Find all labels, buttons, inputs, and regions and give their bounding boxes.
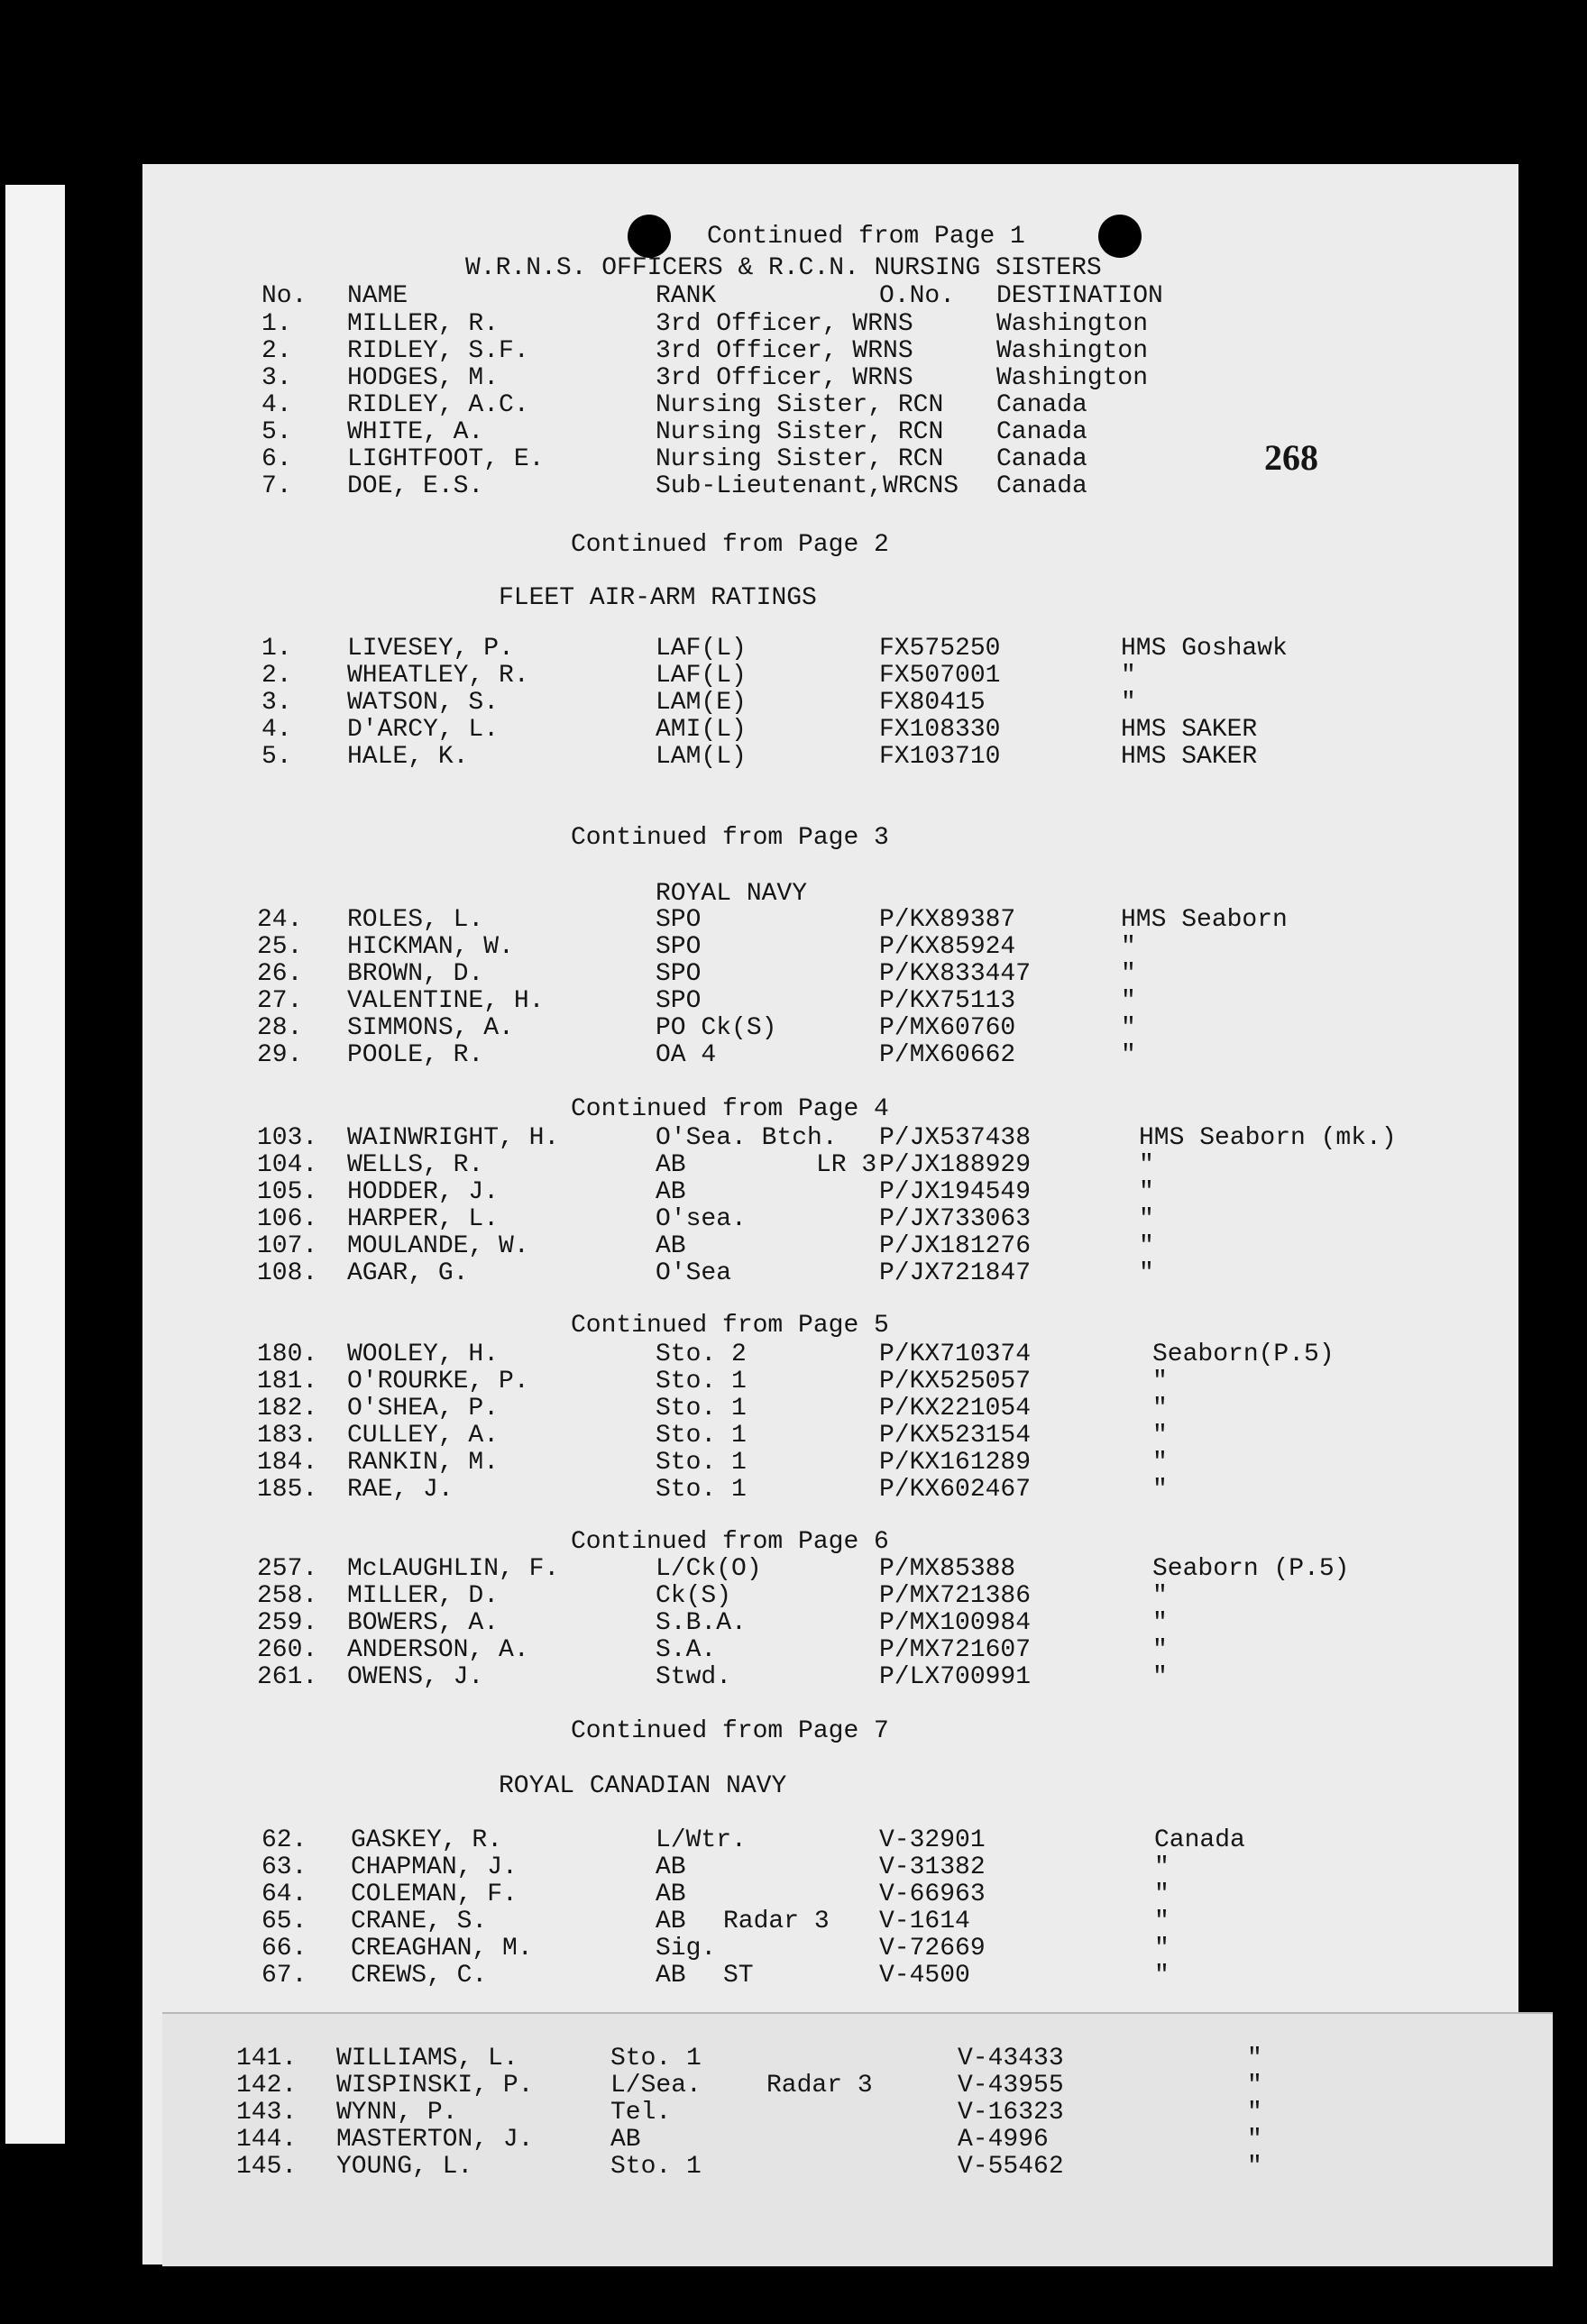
cell-off: P/MX60760 — [879, 1014, 1016, 1042]
cell-no: 258. — [257, 1582, 318, 1610]
cell-name: GASKEY, R. — [351, 1826, 503, 1854]
cell-no: 66. — [261, 1935, 307, 1963]
cell-rate: AB — [656, 1853, 686, 1881]
cell-no: 181. — [257, 1368, 318, 1395]
cell-name: RAE, J. — [347, 1476, 454, 1504]
cell-no: 2. — [261, 662, 292, 690]
cell-off: P/JX721847 — [879, 1259, 1032, 1287]
cell-dest: " — [1152, 1395, 1168, 1423]
table-row — [0, 1041, 1587, 1070]
cell-name: LIVESEY, P. — [347, 635, 514, 663]
cell-name: BOWERS, A. — [347, 1609, 500, 1637]
cell-dest: " — [1121, 960, 1136, 988]
cell-dest: " — [1121, 1041, 1136, 1069]
cell-rate: OA 4 — [656, 1041, 717, 1069]
cell-rate: L/Ck(O) — [656, 1555, 762, 1583]
cell-dest: " — [1121, 689, 1136, 717]
cell-dest: HMS Seaborn (mk.) — [1139, 1124, 1397, 1152]
cell-rate: Stwd. — [656, 1663, 732, 1691]
cell-name: CREAGHAN, M. — [351, 1935, 533, 1963]
cell-name: MASTERTON, J. — [336, 2126, 534, 2154]
cell-no: 103. — [257, 1124, 318, 1152]
cell-off: P/JX537438 — [879, 1124, 1032, 1152]
cell-rate: AB — [656, 1962, 686, 1990]
cell-dest: " — [1247, 2045, 1262, 2072]
cell-dest: " — [1152, 1663, 1168, 1691]
cell-name: OWENS, J. — [347, 1663, 484, 1691]
cell-dest: Canada — [996, 472, 1087, 500]
section-title: FLEET AIR-ARM RATINGS — [499, 584, 817, 612]
cell-name: D'ARCY, L. — [347, 716, 500, 744]
table-row — [0, 337, 1587, 366]
cell-off: P/MX721386 — [879, 1582, 1032, 1610]
cell-extra: ST — [723, 1962, 754, 1990]
cell-off: P/KX833447 — [879, 960, 1032, 988]
cell-rate: O'Sea. Btch. — [656, 1124, 838, 1152]
cell-no: 261. — [257, 1663, 318, 1691]
cell-rate: Tel. — [610, 2099, 672, 2127]
cell-off: P/KX75113 — [879, 987, 1016, 1015]
table-row — [0, 906, 1587, 935]
cell-rank: Nursing Sister, RCN — [656, 445, 944, 473]
cell-no: 4. — [261, 391, 292, 419]
cell-dest: " — [1154, 1853, 1170, 1881]
cell-dest: " — [1154, 1935, 1170, 1963]
cell-name: CRANE, S. — [351, 1908, 488, 1935]
cell-name: O'SHEA, P. — [347, 1395, 500, 1423]
cell-off: V-4500 — [879, 1962, 970, 1990]
table-row — [0, 987, 1587, 1016]
cell-no: 257. — [257, 1555, 318, 1583]
cell-dest: " — [1121, 1014, 1136, 1042]
cell-rank: 3rd Officer, WRNS — [656, 310, 913, 338]
cell-off: P/KX525057 — [879, 1368, 1032, 1395]
cell-off: FX507001 — [879, 662, 1001, 690]
cell-dest: " — [1247, 2126, 1262, 2154]
cell-no: 1. — [261, 310, 292, 338]
cell-name: WISPINSKI, P. — [336, 2072, 534, 2100]
table-row — [0, 1935, 1587, 1963]
cell-rate: L/Wtr. — [656, 1826, 747, 1854]
cell-name: MILLER, R. — [347, 310, 500, 338]
cell-name: O'ROURKE, P. — [347, 1368, 529, 1395]
cell-no: 67. — [261, 1962, 307, 1990]
cell-rate: Sto. 1 — [656, 1422, 747, 1450]
cell-no: 2. — [261, 337, 292, 365]
cell-name: WHITE, A. — [347, 418, 484, 446]
cell-off: V-16323 — [958, 2099, 1064, 2127]
table-row — [0, 1609, 1587, 1638]
table-row — [0, 1124, 1587, 1153]
table-row — [0, 2126, 1587, 2155]
cell-off: P/KX523154 — [879, 1422, 1032, 1450]
cell-dest: Washington — [996, 364, 1149, 392]
table-row — [0, 1962, 1587, 1990]
cell-rate: Sto. 1 — [656, 1395, 747, 1423]
cell-off: V-55462 — [958, 2153, 1064, 2181]
cell-off: P/JX188929 — [879, 1151, 1032, 1179]
table-row — [0, 1826, 1587, 1855]
cell-no: 260. — [257, 1636, 318, 1664]
cell-dest: " — [1247, 2099, 1262, 2127]
cell-rate: AB — [656, 1151, 686, 1179]
cell-dest: " — [1152, 1476, 1168, 1504]
cell-no: 182. — [257, 1395, 318, 1423]
cell-rate: SPO — [656, 933, 702, 961]
cell-name: ANDERSON, A. — [347, 1636, 529, 1664]
cell-dest: " — [1247, 2153, 1262, 2181]
cell-no: 259. — [257, 1609, 318, 1637]
section-continued: Continued from Page 4 — [571, 1095, 889, 1123]
section-title: ROYAL CANADIAN NAVY — [499, 1772, 787, 1800]
cell-off: P/MX100984 — [879, 1609, 1032, 1637]
cell-rate: S.B.A. — [656, 1609, 747, 1637]
cell-no: 5. — [261, 743, 292, 771]
cell-dest: HMS Seaborn — [1121, 906, 1288, 934]
cell-rate: Sto. 2 — [656, 1340, 747, 1368]
cell-dest: Seaborn(P.5) — [1152, 1340, 1335, 1368]
table-header — [0, 282, 1587, 311]
cell-name: WILLIAMS, L. — [336, 2045, 518, 2072]
cell-rank: Nursing Sister, RCN — [656, 391, 944, 419]
cell-no: 1. — [261, 635, 292, 663]
section-continued: Continued from Page 3 — [571, 824, 889, 852]
cell-name: COLEMAN, F. — [351, 1880, 518, 1908]
cell-no: 106. — [257, 1205, 318, 1233]
cell-off: V-66963 — [879, 1880, 986, 1908]
table-row — [0, 1232, 1587, 1261]
cell-extra: LR 3 — [816, 1151, 877, 1179]
table-row — [0, 310, 1587, 339]
cell-dest: Seaborn (P.5) — [1152, 1555, 1350, 1583]
cell-off: P/JX733063 — [879, 1205, 1032, 1233]
cell-dest: " — [1139, 1151, 1154, 1179]
cell-dest: HMS SAKER — [1121, 743, 1258, 771]
cell-name: HICKMAN, W. — [347, 933, 514, 961]
cell-rate: LAM(E) — [656, 689, 747, 717]
cell-no: 7. — [261, 472, 292, 500]
cell-off: P/KX221054 — [879, 1395, 1032, 1423]
cell-dest: " — [1121, 933, 1136, 961]
cell-off: P/KX602467 — [879, 1476, 1032, 1504]
cell-no: 28. — [257, 1014, 303, 1042]
cell-off: P/MX85388 — [879, 1555, 1016, 1583]
page-number: 268 — [1264, 437, 1318, 478]
section-continued: Continued from Page 5 — [571, 1312, 889, 1340]
cell-name: RIDLEY, A.C. — [347, 391, 529, 419]
table-row — [0, 716, 1587, 745]
cell-no: 4. — [261, 716, 292, 744]
cell-rate: Sto. 1 — [610, 2045, 702, 2072]
cell-no: 143. — [236, 2099, 298, 2127]
cell-no: 108. — [257, 1259, 318, 1287]
cell-no: 183. — [257, 1422, 318, 1450]
cell-name: LIGHTFOOT, E. — [347, 445, 545, 473]
cell-no: 142. — [236, 2072, 298, 2100]
table-row — [0, 1014, 1587, 1043]
cell-no: 185. — [257, 1476, 318, 1504]
table-row — [0, 689, 1587, 718]
cell-off: P/KX710374 — [879, 1340, 1032, 1368]
cell-dest: " — [1247, 2072, 1262, 2100]
cell-no: 3. — [261, 364, 292, 392]
punch-hole-left — [628, 215, 671, 258]
cell-name: WATSON, S. — [347, 689, 500, 717]
section-continued: Continued from Page 7 — [571, 1717, 889, 1745]
cell-rate: SPO — [656, 960, 702, 988]
cell-no: 104. — [257, 1151, 318, 1179]
cell-dest: " — [1152, 1368, 1168, 1395]
cell-dest: " — [1139, 1232, 1154, 1260]
table-row — [0, 1395, 1587, 1423]
cell-extra: Radar 3 — [766, 2072, 873, 2100]
cell-no: 29. — [257, 1041, 303, 1069]
cell-name: RIDLEY, S.F. — [347, 337, 529, 365]
cell-dest: Canada — [996, 418, 1087, 446]
cell-rate: AB — [610, 2126, 641, 2154]
cell-no: 5. — [261, 418, 292, 446]
cell-no: 65. — [261, 1908, 307, 1935]
cell-dest: " — [1139, 1259, 1154, 1287]
header-ono: O.No. — [879, 282, 956, 310]
cell-name: McLAUGHLIN, F. — [347, 1555, 560, 1583]
table-row — [0, 364, 1587, 393]
cell-rate: PO Ck(S) — [656, 1014, 777, 1042]
table-row — [0, 1340, 1587, 1369]
cell-dest: " — [1152, 1582, 1168, 1610]
table-row — [0, 1205, 1587, 1234]
cell-dest: Washington — [996, 337, 1149, 365]
cell-rate: Sto. 1 — [656, 1449, 747, 1477]
cell-rate: AB — [656, 1908, 686, 1935]
cell-dest: " — [1139, 1205, 1154, 1233]
cell-dest: " — [1139, 1178, 1154, 1206]
cell-name: CREWS, C. — [351, 1962, 488, 1990]
cell-rank: Nursing Sister, RCN — [656, 418, 944, 446]
cell-no: 105. — [257, 1178, 318, 1206]
cell-off: P/MX721607 — [879, 1636, 1032, 1664]
cell-off: V-31382 — [879, 1853, 986, 1881]
cell-off: V-43955 — [958, 2072, 1064, 2100]
table-row — [0, 2072, 1587, 2100]
cell-dest: " — [1152, 1636, 1168, 1664]
cell-name: AGAR, G. — [347, 1259, 469, 1287]
cell-dest: HMS Goshawk — [1121, 635, 1288, 663]
header-destination: DESTINATION — [996, 282, 1163, 310]
table-row — [0, 1853, 1587, 1882]
cell-name: DOE, E.S. — [347, 472, 484, 500]
cell-dest: " — [1152, 1609, 1168, 1637]
cell-off: P/JX194549 — [879, 1178, 1032, 1206]
cell-no: 145. — [236, 2153, 298, 2181]
cell-dest: " — [1121, 662, 1136, 690]
cell-no: 144. — [236, 2126, 298, 2154]
cell-rank: 3rd Officer, WRNS — [656, 337, 913, 365]
table-row — [0, 2153, 1587, 2182]
cell-dest: " — [1154, 1962, 1170, 1990]
cell-extra: Radar 3 — [723, 1908, 830, 1935]
cell-dest: " — [1154, 1908, 1170, 1935]
cell-name: WELLS, R. — [347, 1151, 484, 1179]
cell-off: P/JX181276 — [879, 1232, 1032, 1260]
table-row — [0, 437, 1587, 478]
cell-off: FX108330 — [879, 716, 1001, 744]
cell-no: 3. — [261, 689, 292, 717]
cell-name: WAINWRIGHT, H. — [347, 1124, 560, 1152]
cell-rate: L/Sea. — [610, 2072, 702, 2100]
cell-off: P/LX700991 — [879, 1663, 1032, 1691]
cell-no: 25. — [257, 933, 303, 961]
cell-dest: " — [1154, 1880, 1170, 1908]
cell-rank: Sub-Lieutenant,WRCNS — [656, 472, 959, 500]
cell-no: 141. — [236, 2045, 298, 2072]
cell-dest: " — [1152, 1422, 1168, 1450]
cell-rate: O'sea. — [656, 1205, 747, 1233]
cell-dest: Canada — [1154, 1826, 1245, 1854]
cell-rate: SPO — [656, 906, 702, 934]
cell-rate: Sig. — [656, 1935, 717, 1963]
cell-name: MILLER, D. — [347, 1582, 500, 1610]
cell-off: FX103710 — [879, 743, 1001, 771]
cell-name: SIMMONS, A. — [347, 1014, 514, 1042]
cell-rate: AMI(L) — [656, 716, 747, 744]
cell-rate: SPO — [656, 987, 702, 1015]
table-row — [0, 1582, 1587, 1611]
cell-dest: Canada — [996, 391, 1087, 419]
cell-off: P/KX89387 — [879, 906, 1016, 934]
table-row — [0, 391, 1587, 420]
cell-rate: LAF(L) — [656, 635, 747, 663]
section-continued: Continued from Page 6 — [571, 1528, 889, 1556]
header-name: NAME — [347, 282, 408, 310]
cell-rate: LAM(L) — [656, 743, 747, 771]
cell-no: 184. — [257, 1449, 318, 1477]
cell-name: ROLES, L. — [347, 906, 484, 934]
cell-no: 63. — [261, 1853, 307, 1881]
table-row — [0, 1178, 1587, 1207]
cell-dest: HMS SAKER — [1121, 716, 1258, 744]
cell-off: V-1614 — [879, 1908, 970, 1935]
cell-off: P/MX60662 — [879, 1041, 1016, 1069]
cell-name: WOOLEY, H. — [347, 1340, 500, 1368]
section-continued: Continued from Page 1 — [707, 223, 1025, 251]
table-row — [0, 635, 1587, 663]
table-row — [0, 2045, 1587, 2073]
cell-off: V-43433 — [958, 2045, 1064, 2072]
table-row — [0, 1880, 1587, 1909]
cell-no: 27. — [257, 987, 303, 1015]
cell-no: 26. — [257, 960, 303, 988]
cell-name: CHAPMAN, J. — [351, 1853, 518, 1881]
cell-no: 24. — [257, 906, 303, 934]
cell-off: V-32901 — [879, 1826, 986, 1854]
cell-name: HALE, K. — [347, 743, 469, 771]
table-row — [0, 1422, 1587, 1450]
cell-name: WYNN, P. — [336, 2099, 458, 2127]
table-row — [0, 1259, 1587, 1288]
cell-rate: S.A. — [656, 1636, 717, 1664]
cell-name: YOUNG, L. — [336, 2153, 473, 2181]
cell-name: VALENTINE, H. — [347, 987, 545, 1015]
cell-name: RANKIN, M. — [347, 1449, 500, 1477]
header-rank: RANK — [656, 282, 717, 310]
cell-rate: AB — [656, 1880, 686, 1908]
table-row — [0, 472, 1587, 501]
cell-name: WHEATLEY, R. — [347, 662, 529, 690]
cell-off: P/KX161289 — [879, 1449, 1032, 1477]
cell-off: FX80415 — [879, 689, 986, 717]
punch-hole-right — [1098, 215, 1142, 258]
cell-dest: " — [1152, 1449, 1168, 1477]
cell-name: HODGES, M. — [347, 364, 500, 392]
cell-name: MOULANDE, W. — [347, 1232, 529, 1260]
section-title: W.R.N.S. OFFICERS & R.C.N. NURSING SISTERS — [465, 254, 1102, 282]
cell-rate: O'Sea — [656, 1259, 732, 1287]
cell-off: P/KX85924 — [879, 933, 1016, 961]
cell-name: BROWN, D. — [347, 960, 484, 988]
cell-off: FX575250 — [879, 635, 1001, 663]
cell-no: 6. — [261, 445, 292, 473]
cell-no: 180. — [257, 1340, 318, 1368]
cell-rate: AB — [656, 1178, 686, 1206]
cell-rate: LAF(L) — [656, 662, 747, 690]
cell-no: 107. — [257, 1232, 318, 1260]
cell-name: POOLE, R. — [347, 1041, 484, 1069]
table-row — [0, 1368, 1587, 1396]
table-row — [0, 2099, 1587, 2127]
cell-rate: Sto. 1 — [610, 2153, 702, 2181]
table-row — [0, 1476, 1587, 1505]
cell-rate: Sto. 1 — [656, 1368, 747, 1395]
section-continued: Continued from Page 2 — [571, 531, 889, 559]
cell-rate: Ck(S) — [656, 1582, 732, 1610]
cell-name: CULLEY, A. — [347, 1422, 500, 1450]
cell-off: V-72669 — [879, 1935, 986, 1963]
table-row — [0, 1636, 1587, 1665]
cell-rate: AB — [656, 1232, 686, 1260]
table-row — [0, 960, 1587, 989]
cell-rate: Sto. 1 — [656, 1476, 747, 1504]
section-title: ROYAL NAVY — [656, 880, 808, 908]
cell-no: 64. — [261, 1880, 307, 1908]
cell-dest: Washington — [996, 310, 1149, 338]
table-row — [0, 1151, 1587, 1180]
cell-rank: 3rd Officer, WRNS — [656, 364, 913, 392]
cell-dest: Canada — [996, 445, 1087, 473]
table-row — [0, 1449, 1587, 1478]
cell-no: 62. — [261, 1826, 307, 1854]
cell-off: A-4996 — [958, 2126, 1049, 2154]
table-row — [0, 1555, 1587, 1584]
table-row — [0, 1663, 1587, 1692]
cell-name: HODDER, J. — [347, 1178, 500, 1206]
cell-name: HARPER, L. — [347, 1205, 500, 1233]
table-row — [0, 662, 1587, 691]
table-row — [0, 933, 1587, 962]
cell-dest: " — [1121, 987, 1136, 1015]
table-row — [0, 743, 1587, 772]
table-row — [0, 418, 1587, 447]
header-no: No. — [261, 282, 307, 310]
table-row — [0, 1908, 1587, 1936]
